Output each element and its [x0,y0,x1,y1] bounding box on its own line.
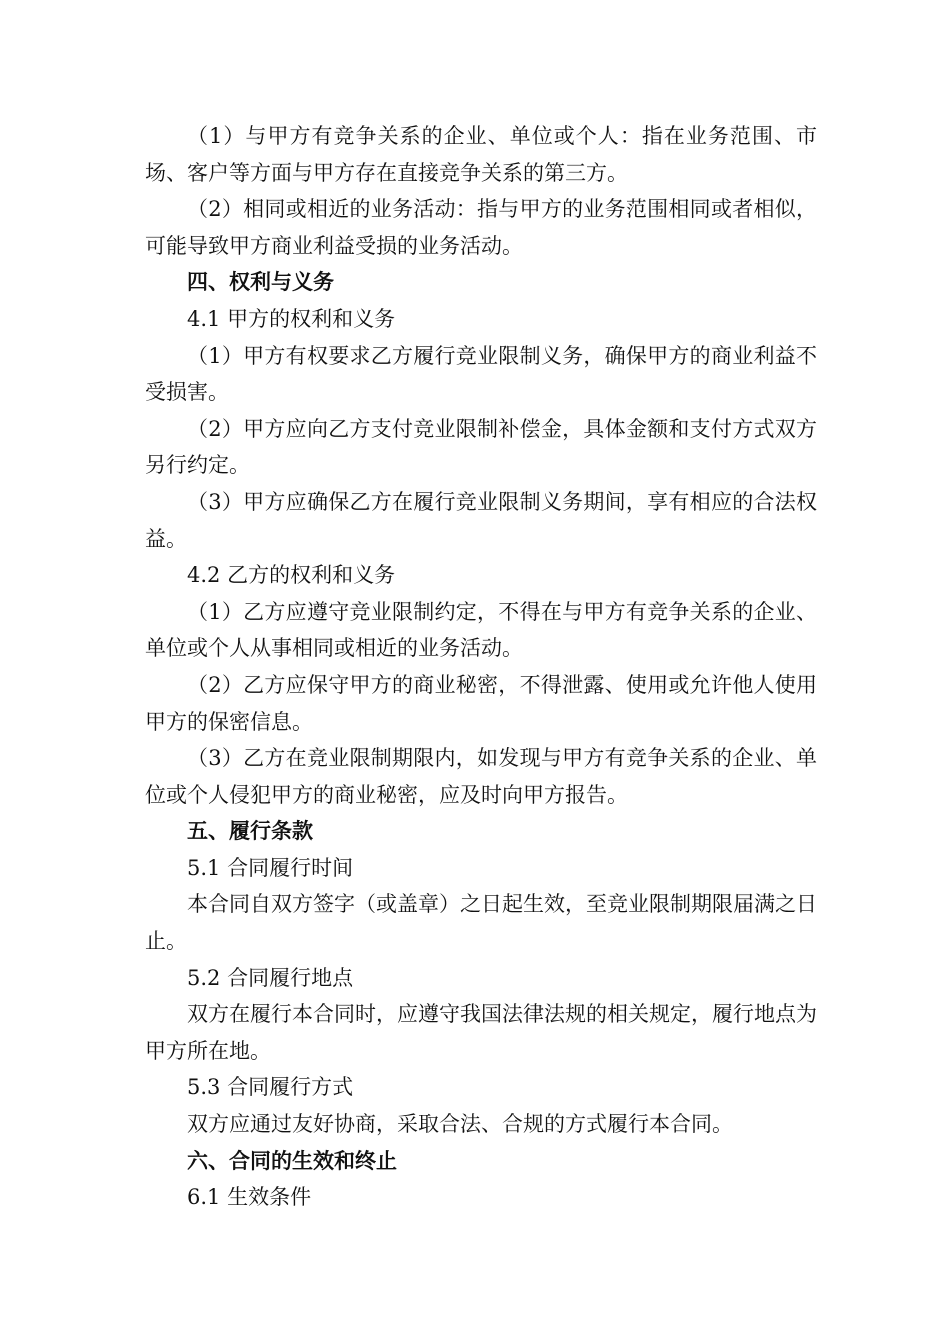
party-b-clause-3: （3）乙方在竞业限制期限内，如发现与甲方有竞争关系的企业、单位或个人侵犯甲方的商业秘密，应及时向甲方报告。 [145,746,817,807]
party-a-clause-2: （2）甲方应向乙方支付竞业限制补偿金，具体金额和支付方式双方另行约定。 [145,416,817,478]
definition-paragraph-2: （2）相同或相近的业务活动：指与甲方的业务范围相同或者相似，可能导致甲方商业利益受损的业务活动。 [145,197,817,258]
subsection-heading-5-2: 5.2 合同履行地点 [187,965,354,990]
definition-paragraph-1: （1）与甲方有竞争关系的企业、单位或个人：指在业务范围、市场、客户等方面与甲方存在直接竞争关系的第三方。 [145,124,817,185]
party-b-clause-1: （1）乙方应遵守竞业限制约定，不得在与甲方有竞争关系的企业、单位或个人从事相同或相近的业务活动。 [145,599,817,661]
performance-time-text: 本合同自双方签字（或盖章）之日起生效，至竞业限制期限届满之日止。 [145,892,817,954]
section-heading-4: 四、权利与义务 [187,270,334,295]
subsection-heading-4-2: 4.2 乙方的权利和义务 [187,563,396,588]
section-heading-5: 五、履行条款 [187,819,313,844]
subsection-heading-5-3: 5.3 合同履行方式 [187,1075,354,1100]
document-page [145,118,817,1216]
party-b-clause-2: （2）乙方应保守甲方的商业秘密，不得泄露、使用或允许他人使用甲方的保密信息。 [145,672,817,734]
party-a-clause-3: （3）甲方应确保乙方在履行竞业限制义务期间，享有相应的合法权益。 [145,489,817,551]
subsection-heading-4-1: 4.1 甲方的权利和义务 [187,306,396,331]
performance-place-text: 双方在履行本合同时，应遵守我国法律法规的相关规定，履行地点为甲方所在地。 [145,1002,817,1063]
subsection-heading-6-1: 6.1 生效条件 [187,1185,312,1210]
subsection-heading-5-1: 5.1 合同履行时间 [187,855,354,880]
performance-method-text: 双方应通过友好协商，采取合法、合规的方式履行本合同。 [187,1112,733,1137]
section-heading-6: 六、合同的生效和终止 [187,1148,397,1173]
party-a-clause-1: （1）甲方有权要求乙方履行竞业限制义务，确保甲方的商业利益不受损害。 [145,343,817,405]
